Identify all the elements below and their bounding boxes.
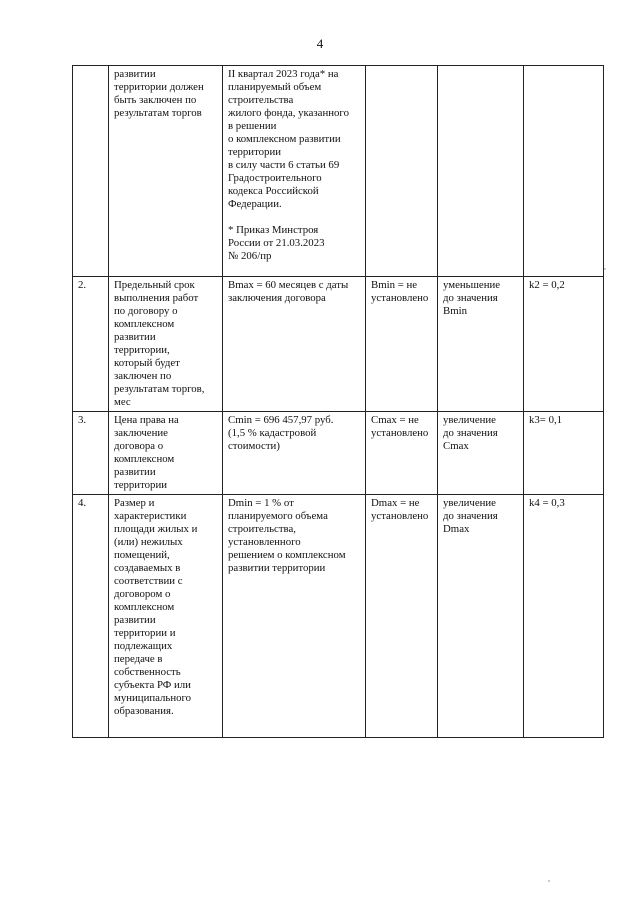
direction-cell: уменьшение до значения Bmin (438, 277, 524, 412)
table-row (73, 495, 604, 738)
table-row (73, 66, 604, 277)
criterion-cell: Размер и характеристики площади жилых и (или) нежилых помещений, создаваемых в соответствии с договором о комплексном развитии территории и подлежащих передаче в собственность субъекта РФ или муниципального образования. (109, 495, 223, 738)
table-row (73, 277, 604, 412)
direction-cell (438, 66, 524, 277)
value-cell: Bmax = 60 месяцев с даты заключения договора (223, 277, 366, 412)
page-number: 4 (316, 36, 324, 51)
direction-cell: увеличение до значения Cmax (438, 412, 524, 495)
criterion-cell: развитии территории должен быть заключен по результатам торгов (109, 66, 223, 277)
coefficient-cell (524, 66, 604, 277)
limit-cell (366, 66, 438, 277)
value-cell: Dmin = 1 % от планируемого объема строительства, установленного решением о комплексном развитии территории (223, 495, 366, 738)
table-row (73, 412, 604, 495)
criterion-cell: Предельный срок выполнения работ по договору о комплексном развитии территории, который будет заключен по результатам торгов, мес (109, 277, 223, 412)
row-number: 2. (73, 277, 109, 412)
criterion-cell: Цена права на заключение договора о комплексном развитии территории (109, 412, 223, 495)
direction-cell: увеличение до значения Dmax (438, 495, 524, 738)
limit-cell: Cmax = не установлено (366, 412, 438, 495)
criteria-table (72, 65, 604, 738)
limit-cell: Dmax = не установлено (366, 495, 438, 738)
row-number: 4. (73, 495, 109, 738)
scan-speck (548, 880, 550, 882)
row-number (73, 66, 109, 277)
value-cell: Cmin = 696 457,97 руб. (1,5 % кадастровой стоимости) (223, 412, 366, 495)
limit-cell: Bmin = не установлено (366, 277, 438, 412)
scan-speck (604, 268, 606, 270)
coefficient-cell: k3= 0,1 (524, 412, 604, 495)
coefficient-cell: k4 = 0,3 (524, 495, 604, 738)
row-number: 3. (73, 412, 109, 495)
value-cell: II квартал 2023 года* на планируемый объем строительства жилого фонда, указанного в решении о комплексном развитии территории в силу части 6 статьи 69 Градостроительного кодекса Российской Федерации. * Приказ Минстроя России от 21.03.2023 № 206/пр (223, 66, 366, 277)
coefficient-cell: k2 = 0,2 (524, 277, 604, 412)
